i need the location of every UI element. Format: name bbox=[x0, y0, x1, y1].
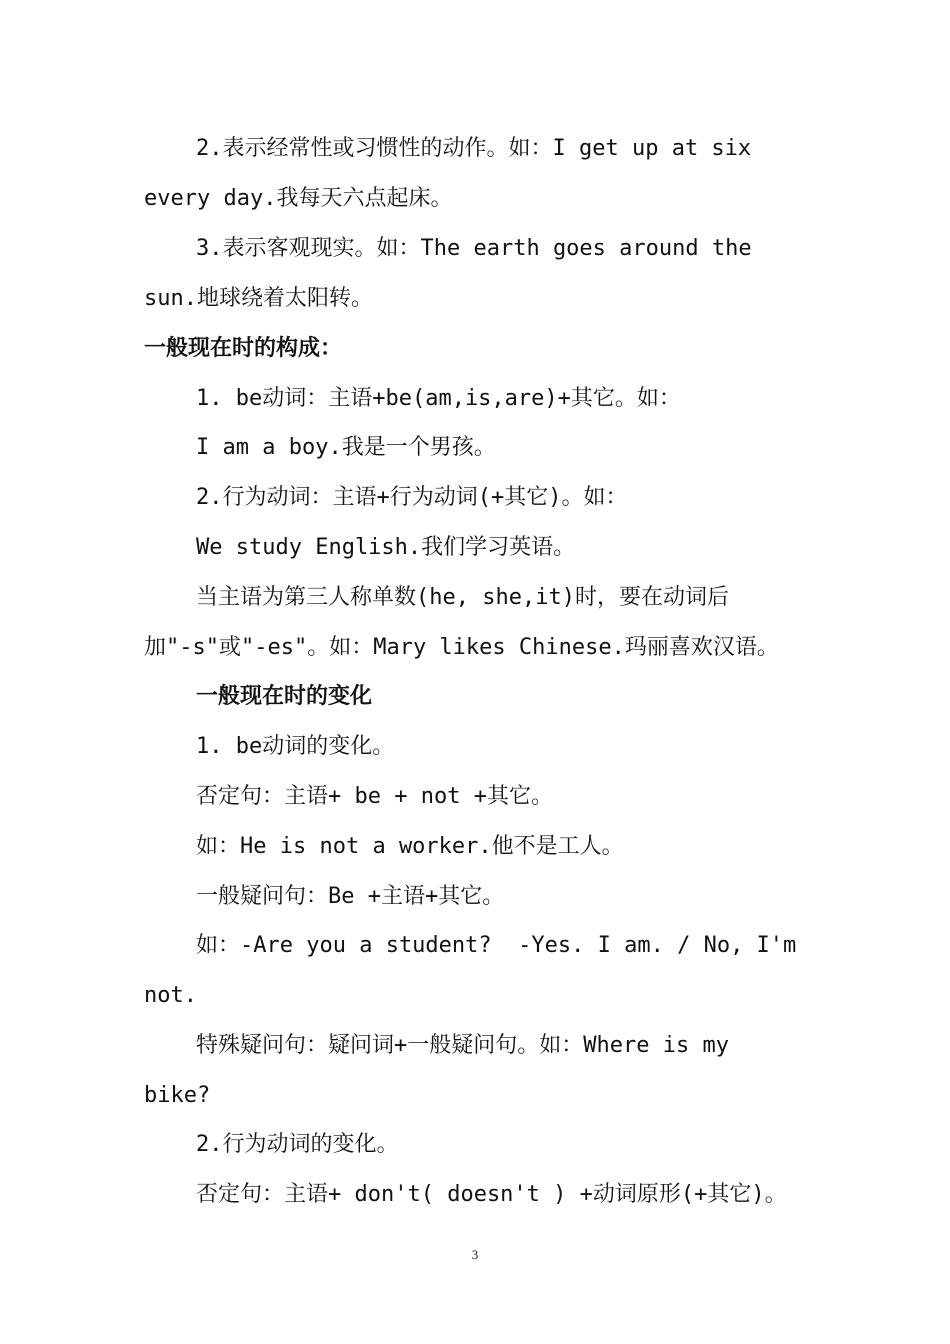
text-line-action-negative: 否定句：主语+ don't( doesn't ) +动词原形(+其它)。 bbox=[196, 1182, 787, 1207]
text-line-third-person: 当主语为第三人称单数(he, she,it)时，要在动词后 bbox=[196, 585, 729, 610]
text-line-third-person-cont: 加"-s"或"-es"。如：Mary likes Chinese.玛丽喜欢汉语。 bbox=[144, 635, 779, 660]
text-line-negative: 否定句：主语+ be + not +其它。 bbox=[196, 784, 553, 809]
text-line-negative-example: 如：He is not a worker.他不是工人。 bbox=[196, 834, 624, 859]
text-line-be-change: 1. be动词的变化。 bbox=[196, 734, 395, 759]
text-line-be-verb: 1. be动词：主语+be(am,is,are)+其它。如： bbox=[196, 386, 681, 411]
text-line-3-objective: 3.表示客观现实。如：The earth goes around the bbox=[196, 236, 752, 261]
text-line-general-question: 一般疑问句：Be +主语+其它。 bbox=[196, 884, 505, 909]
section-heading-composition: 一般现在时的构成： bbox=[144, 336, 343, 361]
page-number: 3 bbox=[471, 1247, 479, 1262]
text-line-action-verb: 2.行为动词：主语+行为动词(+其它)。如： bbox=[196, 485, 628, 510]
text-line-be-example: I am a boy.我是一个男孩。 bbox=[196, 435, 496, 460]
text-line-3-objective-cont: sun.地球绕着太阳转。 bbox=[144, 286, 373, 311]
text-line-question-example-cont: not. bbox=[144, 983, 197, 1008]
section-heading-changes: 一般现在时的变化 bbox=[196, 684, 373, 709]
text-line-special-question-cont: bike? bbox=[144, 1083, 211, 1108]
text-line-2-habitual: 2.表示经常性或习惯性的动作。如：I get up at six bbox=[196, 136, 752, 161]
text-line-2-habitual-cont: every day.我每天六点起床。 bbox=[144, 186, 453, 211]
text-line-action-example: We study English.我们学习英语。 bbox=[196, 535, 576, 560]
text-line-question-example: 如：-Are you a student? -Yes. I am. / No, I'm bbox=[196, 933, 797, 958]
text-line-action-change: 2.行为动词的变化。 bbox=[196, 1132, 399, 1157]
text-line-special-question: 特殊疑问句：疑问词+一般疑问句。如：Where is my bbox=[196, 1033, 729, 1058]
